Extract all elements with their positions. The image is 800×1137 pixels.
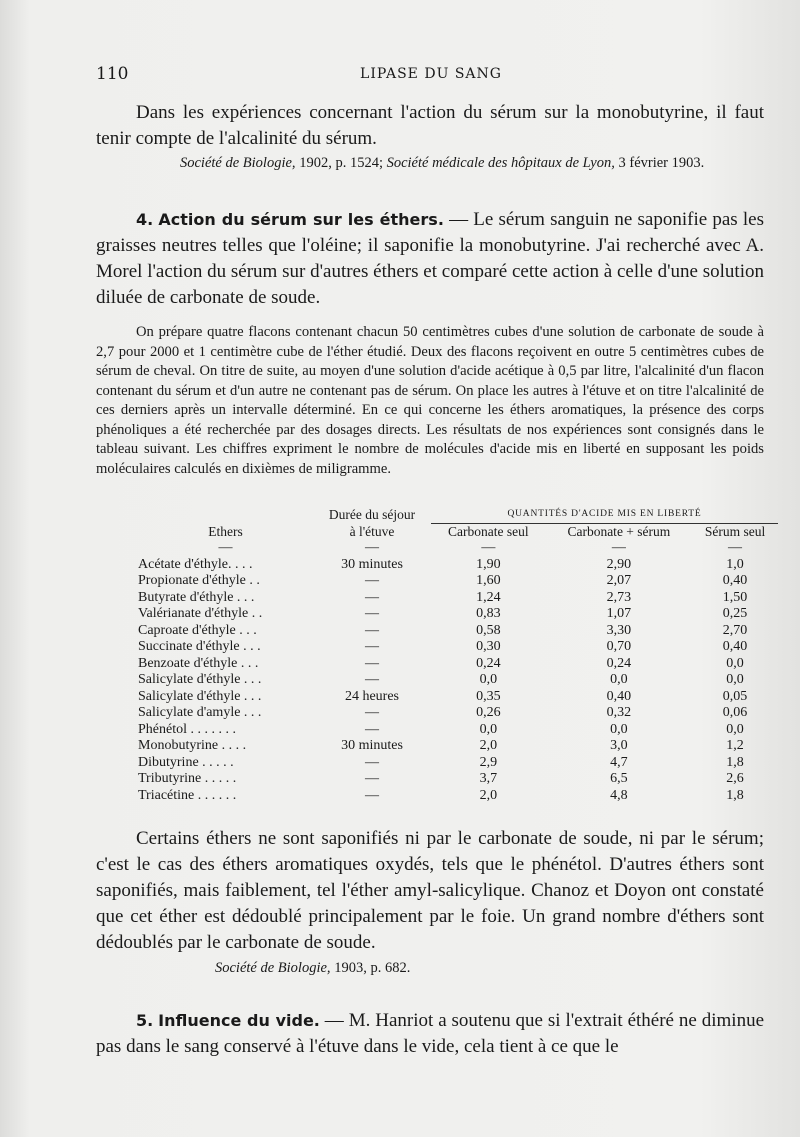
section-5-number: 5.: [136, 1011, 154, 1030]
carbonate-value: 2,0: [479, 787, 498, 803]
duration: 24 heures: [344, 688, 400, 704]
col-header-carbonate-serum: Carbonate + sérum: [567, 523, 671, 539]
serum-value: 0,06: [722, 705, 748, 720]
serum-value: 0,05: [722, 688, 748, 704]
table-body: [138, 557, 778, 805]
carbonate-value: 1,60: [476, 573, 501, 588]
table-row: [138, 722, 778, 739]
col-header-duration: [313, 506, 431, 540]
section-4-number: 4.: [136, 210, 154, 229]
serum-value: 1,50: [722, 589, 748, 605]
carbonate-serum-value: 0,40: [606, 688, 632, 704]
carbonate-serum-value: 0,32: [606, 705, 632, 720]
section-4-text: — Le sérum sanguin ne saponifie pas les graisses neutres telles que l'oléine; il saponifie la monobutyrine. J'ai recherché avec A. Morel l'action du sérum sur d'autres éthers et comparé cette action à celle d'une solution diluée de carbonate de soude.: [96, 209, 764, 308]
serum-value: 2,6: [726, 771, 744, 786]
serum-value: 1,0: [726, 556, 744, 572]
carbonate-serum-value: 2,07: [606, 573, 632, 588]
duration: —: [365, 622, 379, 638]
reference-journal: Société de Biologie,: [180, 155, 296, 171]
carbonate-value: 1,90: [476, 556, 501, 572]
carbonate-serum-value: 4,8: [610, 787, 628, 803]
duration: —: [365, 705, 379, 720]
section-5-text: — M. Hanriot a soutenu que si l'extrait éthéré ne diminue pas dans le sang conservé à l'étuve dans le vide, cela tient à ce que le: [96, 1010, 765, 1057]
col-header-ethers: Ethers: [208, 523, 243, 539]
reference-date: 3 février 1903.: [614, 155, 705, 171]
duration: 30 minutes: [341, 738, 403, 753]
carbonate-value: 0,35: [476, 688, 501, 704]
carbonate-value: 0,26: [476, 705, 501, 720]
carbonate-serum-value: 0,24: [606, 655, 632, 671]
running-title: LIPASE DU SANG: [360, 66, 502, 82]
carbonate-serum-value: 2,73: [606, 589, 632, 605]
carbonate-serum-value: 1,07: [606, 606, 632, 621]
carbonate-value: 2,9: [479, 754, 498, 770]
carbonate-value: 3,7: [479, 771, 498, 786]
dash: —: [728, 540, 743, 555]
duration: —: [365, 754, 379, 770]
ether-name: Triacétine . . . . . .: [138, 787, 237, 803]
col-header-carbonate: Carbonate seul: [448, 523, 529, 539]
duration: —: [365, 639, 379, 654]
ether-name: Valérianate d'éthyle . .: [138, 606, 263, 621]
ether-name: Benzoate d'éthyle . . .: [138, 655, 259, 671]
ether-name: Salicylate d'éthyle . . .: [138, 688, 262, 704]
table-row: [138, 738, 778, 755]
results-table: [138, 506, 778, 804]
serum-value: 0,25: [722, 606, 748, 621]
section-5-title: Influence du vide.: [158, 1011, 320, 1030]
ether-name: Butyrate d'éthyle . . .: [138, 589, 255, 605]
dash: —: [611, 540, 626, 555]
serum-value: 0,40: [722, 573, 748, 588]
page-number: 110: [96, 64, 129, 84]
carbonate-value: 0,0: [479, 672, 498, 687]
table-row: [138, 590, 778, 607]
method-paragraph: On prépare quatre flacons contenant chacun 50 centimètres cubes d'une solution de carbonate de soude à 2,7 pour 2000 et 1 centimètre cube de l'éther étudié. Deux des flacons reçoivent en outre 5 centimètres cubes de sérum de cheval. On titre de suite, au moyen d'une solution d'acide acétique à 0,5 par litre, l'alcalinité d'un flacon contenant du sérum et d'un autre ne contenant pas de sérum. On place les autres à l'étuve et on titre l'alcalinité de ces derniers après un intervalle déterminé. En ce qui concerne les éthers aromatiques, la présence des corps phénoliques a été recherchée par des dosages directs. Les résultats de nos expériences sont consignés dans le tableau suivant. Les chiffres expriment le nombre de molécules d'acide mis en liberté en supposant les poids moléculaires calculés en dixièmes de miligramme.: [96, 324, 764, 477]
dash: —: [481, 540, 496, 555]
duration: —: [365, 787, 379, 803]
duration: —: [365, 672, 379, 687]
table-row: [138, 573, 778, 590]
reference-pages: 1903, p. 682.: [330, 960, 411, 976]
carbonate-value: 0,0: [479, 721, 498, 737]
ether-name: Caproate d'éthyle . . .: [138, 622, 257, 638]
duration: —: [365, 771, 379, 786]
carbonate-value: 1,24: [476, 589, 501, 605]
carbonate-serum-value: 2,90: [606, 556, 632, 572]
conclusion-paragraph: Certains éthers ne sont saponifiés ni par le carbonate de soude, ni par le sérum; c'est le cas des éthers aromatiques oxydés, tels que le phénétol. D'autres éthers sont saponifiés, mais faiblement, tel l'éther amyl-salicylique. Chanoz et Doyon ont constaté que cet éther est dédoublé principalement par le foie. Un grand nombre d'éthers sont dédoublés par le carbonate de soude.: [96, 828, 764, 953]
ether-name: Salicylate d'éthyle . . .: [138, 672, 262, 687]
serum-value: 0,0: [726, 721, 744, 737]
duration: —: [365, 573, 379, 588]
carbonate-value: 0,83: [476, 606, 501, 621]
dash: —: [218, 540, 233, 555]
section-5-paragraph: [96, 1008, 764, 1060]
carbonate-serum-value: 0,0: [610, 721, 628, 737]
ether-name: Monobutyrine . . . .: [138, 738, 247, 753]
col-header-quantities: QUANTITÉS D'ACIDE MIS EN LIBERTÉ: [431, 506, 778, 523]
carbonate-value: 2,0: [479, 738, 498, 753]
header-dash-row: [138, 540, 778, 557]
serum-value: 1,8: [726, 787, 744, 803]
duration: 30 minutes: [341, 556, 403, 572]
reference-1: [180, 155, 770, 172]
reference-pages: 1902, p. 1524;: [295, 155, 387, 171]
duration: —: [365, 589, 379, 605]
carbonate-serum-value: 4,7: [610, 754, 628, 770]
carbonate-serum-value: 3,30: [606, 622, 632, 638]
col-header-serum: Sérum seul: [704, 523, 766, 539]
duration-header-line1: Durée du séjour: [328, 507, 416, 522]
serum-value: 1,2: [726, 738, 744, 753]
carbonate-serum-value: 3,0: [610, 738, 628, 753]
ether-name: Salicylate d'amyle . . .: [138, 705, 262, 720]
dash: —: [365, 540, 379, 555]
table-row: [138, 606, 778, 623]
ether-name: Tributyrine . . . . .: [138, 771, 237, 786]
ether-name: Dibutyrine . . . . .: [138, 754, 234, 770]
duration-header-line2: à l'étuve: [349, 523, 395, 539]
serum-value: 0,0: [726, 655, 744, 671]
carbonate-value: 0,24: [476, 655, 501, 671]
section-4-paragraph: [96, 207, 764, 311]
section-4-title: Action du sérum sur les éthers.: [158, 210, 444, 229]
serum-value: 0,40: [722, 639, 748, 654]
reference-journal: Société de Biologie,: [215, 960, 331, 976]
table-row: [138, 623, 778, 640]
table-row: [138, 705, 778, 722]
page-header: [96, 64, 766, 86]
table-row: [138, 771, 778, 788]
intro-paragraph: Dans les expériences concernant l'action du sérum sur la monobutyrine, il faut tenir compte de l'alcalinité du sérum.: [96, 102, 764, 149]
carbonate-value: 0,30: [476, 639, 501, 654]
table-row: [138, 656, 778, 673]
reference-2: [215, 960, 410, 977]
ether-name: Succinate d'éthyle . . .: [138, 639, 261, 654]
reference-journal-2: Société médicale des hôpitaux de Lyon,: [386, 155, 615, 171]
table-row: [138, 689, 778, 706]
serum-value: 0,0: [726, 672, 744, 687]
carbonate-serum-value: 6,5: [610, 771, 628, 786]
table-row: [138, 672, 778, 689]
ether-name: Propionate d'éthyle . .: [138, 573, 260, 588]
carbonate-value: 0,58: [476, 622, 501, 638]
carbonate-serum-value: 0,70: [606, 639, 632, 654]
serum-value: 2,70: [722, 622, 748, 638]
table-row: [138, 639, 778, 656]
table-row: [138, 557, 778, 574]
table-row: [138, 755, 778, 772]
ether-name: Phénétol . . . . . . .: [138, 721, 236, 737]
duration: —: [365, 606, 379, 621]
duration: —: [365, 721, 379, 737]
ether-name: Acétate d'éthyle. . . .: [138, 556, 253, 572]
serum-value: 1,8: [726, 754, 744, 770]
duration: —: [365, 655, 379, 671]
carbonate-serum-value: 0,0: [610, 672, 628, 687]
table-row: [138, 788, 778, 805]
